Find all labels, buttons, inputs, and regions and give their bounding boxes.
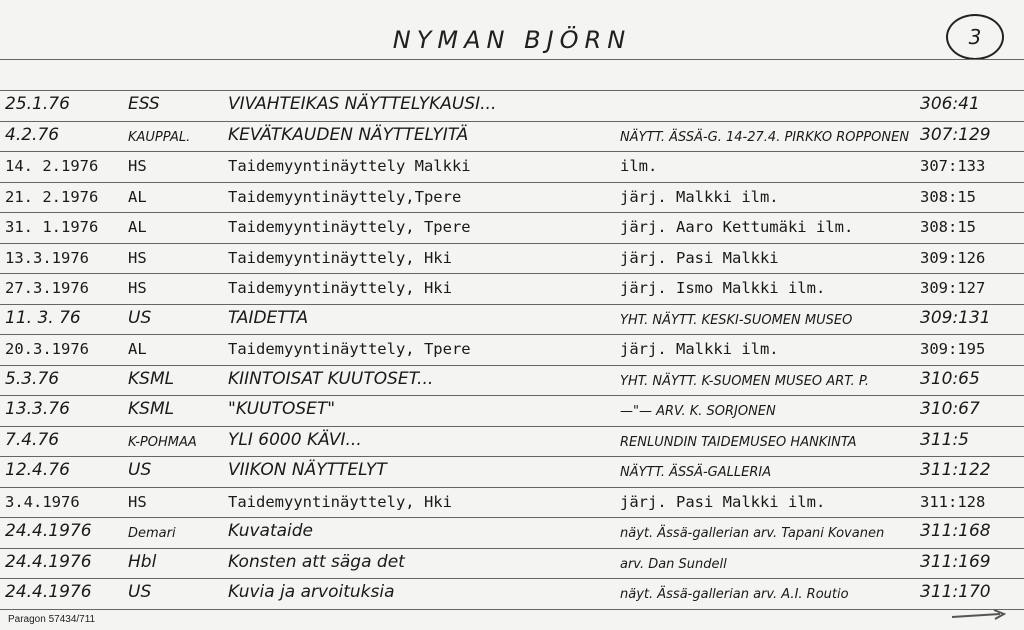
card-entry-row [0, 427, 1024, 455]
entry-source: AL [128, 187, 147, 206]
card-entry-row [0, 274, 1024, 302]
entry-details: järj. Malkki ilm. [620, 340, 779, 358]
entry-date: 27.3.1976 [5, 279, 89, 297]
entry-date: 3.4.1976 [5, 492, 80, 511]
entry-reference: 310:65 [920, 368, 980, 389]
entry-title: TAIDETTA [228, 307, 309, 328]
card-entry-row [0, 91, 1024, 119]
entry-reference: 311:128 [920, 492, 986, 511]
entry-details: näyt. Ässä-gallerian arv. Tapani Kovanen [620, 526, 885, 541]
card-entry-row [0, 305, 1024, 333]
entry-reference: 309:127 [920, 279, 986, 297]
card-entry-row [0, 366, 1024, 394]
entry-source: US [128, 460, 152, 480]
entry-title: KEVÄTKAUDEN NÄYTTELYITÄ [228, 124, 469, 145]
entry-reference: 307:129 [920, 124, 991, 145]
entry-source: KSML [128, 399, 175, 419]
card-entry-row [0, 457, 1024, 485]
entry-title: VIIKON NÄYTTELYT [228, 460, 387, 480]
entry-source: ESS [128, 94, 160, 114]
entry-date: 24.4.1976 [5, 551, 92, 572]
card-entry-row [0, 335, 1024, 363]
entry-title: "KUUTOSET" [228, 399, 336, 419]
entry-source: AL [128, 218, 147, 236]
entry-date: 24.4.1976 [5, 521, 92, 541]
entry-date: 5.3.76 [5, 368, 60, 389]
card-entry-row [0, 549, 1024, 577]
entry-details: ilm. [620, 157, 658, 175]
card-entry-row [0, 396, 1024, 424]
entry-source: HS [128, 492, 147, 511]
entry-source: Demari [128, 526, 176, 541]
entry-reference: 311:168 [920, 521, 991, 541]
entry-title: Taidemyyntinäyttely,Tpere [228, 187, 462, 206]
entry-details: järj. Aaro Kettumäki ilm. [620, 218, 854, 236]
entry-title: Taidemyyntinäyttely, Hki [228, 248, 452, 267]
card-entry-row [0, 244, 1024, 272]
entry-reference: 311:170 [920, 582, 991, 602]
entry-title: Taidemyyntinäyttely Malkki [228, 157, 471, 175]
entry-details: järj. Pasi Malkki [620, 248, 779, 267]
entry-source: AL [128, 340, 147, 358]
entry-reference: 308:15 [920, 187, 976, 206]
entry-reference: 307:133 [920, 157, 986, 175]
entry-title: Taidemyyntinäyttely, Hki [228, 492, 452, 511]
entry-source: HS [128, 279, 147, 297]
entry-date: 7.4.76 [5, 429, 60, 450]
entry-date: 20.3.1976 [5, 340, 89, 358]
entry-details: NÄYTT. ÄSSÄ-G. 14-27.4. PIRKKO ROPPONEN [620, 129, 910, 145]
entry-date: 21. 2.1976 [5, 187, 99, 206]
entry-reference: 310:67 [920, 399, 980, 419]
entry-title: Taidemyyntinäyttely, Hki [228, 279, 452, 297]
entry-reference: 306:41 [920, 94, 980, 114]
entry-date: 31. 1.1976 [5, 218, 99, 236]
entry-reference: 311:5 [920, 429, 969, 450]
entry-date: 11. 3. 76 [5, 307, 81, 328]
card-entry-row [0, 518, 1024, 546]
entry-title: Konsten att säga det [228, 551, 405, 572]
continue-arrow-icon [950, 608, 1010, 622]
entry-title: VIVAHTEIKAS NÄYTTELYKAUSI... [228, 94, 497, 114]
entry-date: 13.3.76 [5, 399, 70, 419]
entry-details: RENLUNDIN TAIDEMUSEO HANKINTA [620, 434, 857, 450]
entry-date: 14. 2.1976 [5, 157, 99, 175]
printer-mark: Paragon 57434/711 [8, 614, 96, 625]
card-title: NYMAN BJÖRN [392, 26, 632, 54]
card-entry-row [0, 579, 1024, 607]
entry-reference: 311:122 [920, 460, 991, 480]
entry-reference: 311:169 [920, 551, 991, 572]
entry-details: järj. Pasi Malkki ilm. [620, 492, 826, 511]
entry-title: YLI 6000 KÄVI... [228, 429, 362, 450]
entry-reference: 309:131 [920, 307, 991, 328]
entry-date: 13.3.1976 [5, 248, 89, 267]
entry-reference: 308:15 [920, 218, 976, 236]
entry-source: HS [128, 157, 147, 175]
entry-source: US [128, 307, 152, 328]
entry-title: Kuvataide [228, 521, 313, 541]
entry-reference: 309:126 [920, 248, 986, 267]
entry-title: Taidemyyntinäyttely, Tpere [228, 340, 471, 358]
entry-details: YHT. NÄYTT. K-SUOMEN MUSEO ART. P. [620, 373, 870, 389]
entry-details: näyt. Ässä-gallerian arv. A.I. Routio [620, 587, 849, 602]
entry-source: KAUPPAL. [128, 129, 191, 145]
card-entry-row [0, 213, 1024, 241]
entry-reference: 309:195 [920, 340, 986, 358]
entry-source: KSML [128, 368, 175, 389]
entry-source: HS [128, 248, 147, 267]
entry-date: 25.1.76 [5, 94, 70, 114]
entry-details: NÄYTT. ÄSSÄ-GALLERIA [620, 465, 772, 480]
card-entry-row [0, 183, 1024, 211]
entry-title: KIINTOISAT KUUTOSET... [228, 368, 434, 389]
entry-source: US [128, 582, 152, 602]
entry-details: YHT. NÄYTT. KESKI-SUOMEN MUSEO [620, 312, 853, 328]
card-entry-row [0, 152, 1024, 180]
entry-source: K-POHMAA [128, 434, 197, 450]
entry-title: Kuvia ja arvoituksia [228, 582, 395, 602]
entry-details: arv. Dan Sundell [620, 556, 727, 572]
entry-source: Hbl [128, 551, 157, 572]
entry-title: Taidemyyntinäyttely, Tpere [228, 218, 471, 236]
rule [0, 609, 1024, 610]
card-entry-row [0, 122, 1024, 150]
title-rule [0, 59, 1024, 60]
entry-date: 24.4.1976 [5, 582, 92, 602]
entry-details: järj. Malkki ilm. [620, 187, 779, 206]
entry-details: —"— ARV. K. SORJONEN [620, 404, 776, 419]
card-entry-row [0, 488, 1024, 516]
entry-date: 4.2.76 [5, 124, 60, 145]
card-number-circle: 3 [946, 14, 1004, 60]
entry-details: järj. Ismo Malkki ilm. [620, 279, 826, 297]
entry-date: 12.4.76 [5, 460, 70, 480]
